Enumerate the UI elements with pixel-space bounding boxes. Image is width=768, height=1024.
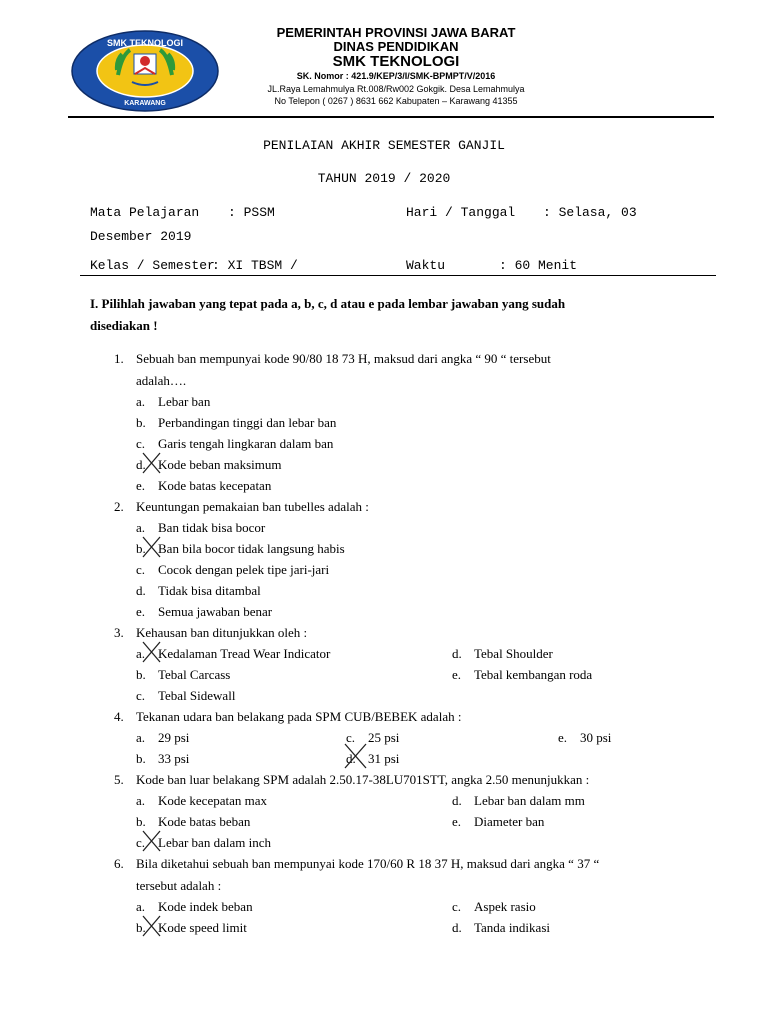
option-letter: c. — [136, 562, 146, 577]
header-school-name: SMK TEKNOLOGI — [332, 53, 460, 70]
option-letter: c. — [136, 436, 146, 451]
option-text: Diameter ban — [474, 814, 545, 829]
option-text: Kode batas beban — [158, 814, 251, 829]
option-text: Kode beban maksimum — [158, 457, 282, 472]
question-number: 1. — [114, 351, 124, 366]
question-text-cont: tersebut adalah : — [136, 878, 222, 893]
option-text: Garis tengah lingkaran dalam ban — [158, 436, 334, 451]
subject-label: Mata Pelajaran — [90, 205, 200, 220]
option-text: Kode indek beban — [158, 899, 253, 914]
header-divider — [68, 116, 714, 118]
class-value: : XI TBSM / — [212, 258, 298, 273]
info-divider — [80, 275, 716, 276]
option-letter: b. — [136, 814, 146, 829]
header-government: PEMERINTAH PROVINSI JAWA BARAT — [276, 25, 516, 40]
option-text: Kedalaman Tread Wear Indicator — [158, 646, 331, 661]
header-sk-number: SK. Nomor : 421.9/KEP/3/I/SMK-BPMPT/V/2016 — [296, 71, 496, 81]
subject-value: : PSSM — [228, 205, 275, 220]
option-letter: a. — [136, 793, 146, 808]
option-letter: c. — [346, 730, 356, 745]
header-address: JL.Raya Lemahmulya Rt.008/Rw002 Gokgik. Desa Lemahmulya — [267, 84, 525, 94]
option-text: Tebal Shoulder — [474, 646, 553, 661]
question-number: 5. — [114, 772, 124, 787]
logo-text-top: SMK TEKNOLOGI — [107, 38, 183, 48]
question-text-cont: adalah…. — [136, 373, 187, 388]
option-text: 30 psi — [580, 730, 612, 745]
question-text: Kode ban luar belakang SPM adalah 2.50.17-38LU701STT, angka 2.50 menunjukkan : — [136, 772, 590, 787]
option-text: 25 psi — [368, 730, 400, 745]
option-letter: d. — [452, 793, 462, 808]
option-letter: e. — [136, 478, 146, 493]
option-letter: b. — [136, 541, 146, 556]
option-letter: e. — [136, 604, 146, 619]
option-text: Tebal kembangan roda — [474, 667, 593, 682]
instruction-line-2: disediakan ! — [90, 318, 158, 333]
option-text: Aspek rasio — [474, 899, 536, 914]
question-text: Sebuah ban mempunyai kode 90/80 18 73 H, maksud dari angka “ 90 “ tersebut — [136, 351, 551, 366]
question-text: Bila diketahui sebuah ban mempunyai kode 170/60 R 18 37 H, maksud dari angka “ 37 “ — [136, 856, 600, 871]
answer-cross-mark — [140, 534, 164, 560]
option-text: Kode batas kecepatan — [158, 478, 272, 493]
question-number: 3. — [114, 625, 124, 640]
option-text: Tanda indikasi — [474, 920, 550, 935]
option-text: Tebal Carcass — [158, 667, 231, 682]
option-text: Ban bila bocor tidak langsung habis — [158, 541, 345, 556]
option-text: Perbandingan tinggi dan lebar ban — [158, 415, 337, 430]
option-letter: e. — [452, 667, 462, 682]
option-text: 31 psi — [368, 751, 400, 766]
option-letter: b. — [136, 415, 146, 430]
exam-title: PENILAIAN AKHIR SEMESTER GANJIL — [263, 138, 505, 153]
logo-text-bottom: KARAWANG — [124, 100, 166, 107]
option-letter: e. — [452, 814, 462, 829]
answer-cross-mark — [140, 639, 164, 665]
option-letter: e. — [558, 730, 568, 745]
option-text: Lebar ban — [158, 394, 211, 409]
option-letter: b. — [136, 751, 146, 766]
answer-cross-mark — [140, 450, 164, 476]
question-text: Tekanan udara ban belakang pada SPM CUB/BEBEK adalah : — [136, 709, 462, 724]
option-text: Semua jawaban benar — [158, 604, 273, 619]
question-text: Keuntungan pemakaian ban tubelles adalah : — [136, 499, 369, 514]
question-text: Kehausan ban ditunjukkan oleh : — [136, 625, 308, 640]
class-label: Kelas / Semester — [90, 258, 215, 273]
answer-cross-mark — [140, 828, 164, 854]
question-number: 2. — [114, 499, 124, 514]
question-number: 6. — [114, 856, 124, 871]
option-letter: c. — [452, 899, 462, 914]
option-text: 29 psi — [158, 730, 190, 745]
option-letter: b. — [136, 667, 146, 682]
school-logo — [70, 30, 220, 112]
option-letter: d. — [136, 457, 146, 472]
option-letter: a. — [136, 394, 146, 409]
option-text: Lebar ban dalam inch — [158, 835, 271, 850]
option-letter: a. — [136, 646, 146, 661]
answer-cross-mark — [140, 913, 164, 939]
option-letter: d. — [452, 646, 462, 661]
option-letter: d. — [346, 751, 356, 766]
time-value: : 60 Menit — [499, 258, 578, 273]
option-text: 33 psi — [158, 751, 190, 766]
day-continuation: Desember 2019 — [90, 229, 192, 244]
question-number: 4. — [114, 709, 124, 724]
answer-cross-mark — [342, 741, 370, 771]
option-text: Tidak bisa ditambal — [158, 583, 261, 598]
option-letter: b. — [136, 920, 146, 935]
option-letter: a. — [136, 730, 146, 745]
option-letter: d. — [136, 583, 146, 598]
option-text: Ban tidak bisa bocor — [158, 520, 266, 535]
exam-year: TAHUN 2019 / 2020 — [317, 171, 451, 186]
header-department: DINAS PENDIDIKAN — [333, 39, 459, 54]
option-text: Tebal Sidewall — [158, 688, 236, 703]
option-text: Cocok dengan pelek tipe jari-jari — [158, 562, 330, 577]
option-letter: a. — [136, 520, 146, 535]
option-letter: c. — [136, 688, 146, 703]
option-letter: d. — [452, 920, 462, 935]
day-label: Hari / Tanggal — [406, 205, 516, 220]
time-label: Waktu — [406, 258, 446, 273]
day-value: : Selasa, 03 — [543, 205, 637, 220]
header-phone: No Telepon ( 0267 ) 8631 662 Kabupaten – Karawang 41355 — [274, 96, 518, 106]
instruction-line-1: I. Pilihlah jawaban yang tepat pada a, b, c, d atau e pada lembar jawaban yang sudah — [90, 296, 566, 311]
option-letter: a. — [136, 899, 146, 914]
option-letter: c. — [136, 835, 146, 850]
option-text: Kode kecepatan max — [158, 793, 268, 808]
option-text: Lebar ban dalam mm — [474, 793, 585, 808]
option-text: Kode speed limit — [158, 920, 247, 935]
